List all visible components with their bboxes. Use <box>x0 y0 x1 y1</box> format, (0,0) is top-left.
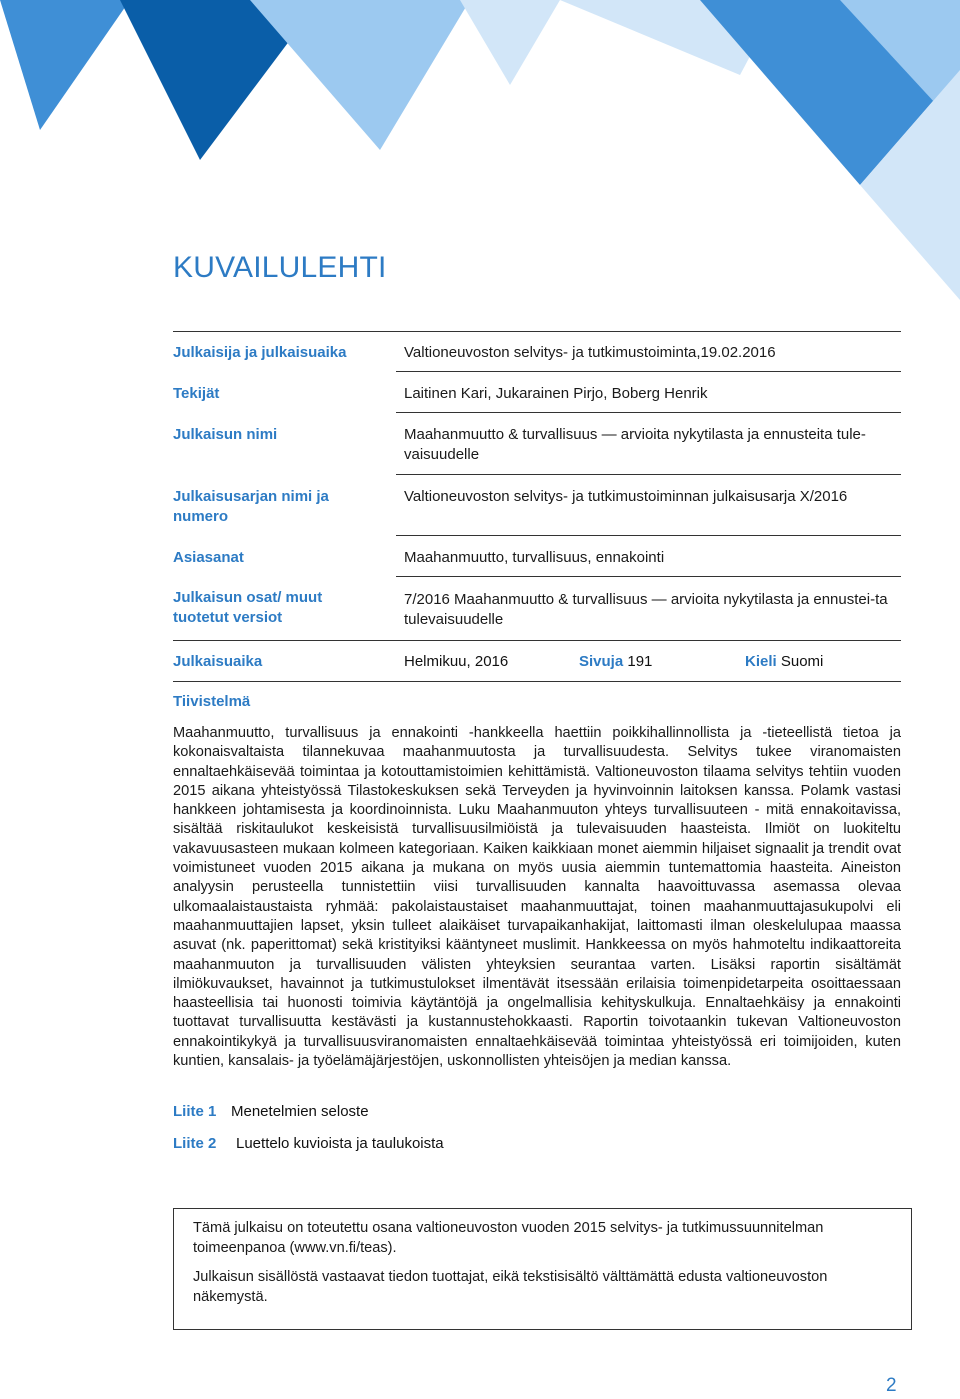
info-box <box>173 1208 912 1330</box>
field-value-authors: Laitinen Kari, Jukarainen Pirjo, Boberg Henrik <box>404 385 708 402</box>
header-decoration <box>0 0 960 300</box>
abstract-heading: Tiivistelmä <box>173 693 251 710</box>
field-label-publisher: Julkaisija ja julkaisuaika <box>173 344 347 361</box>
meta-date-label: Julkaisuaika <box>173 653 263 670</box>
info-paragraph: Tämä julkaisu on toteutettu osana valtioneuvoston vuoden 2015 selvitys- ja tutkimussuunnitelman toimeenpanoa (www.vn.fi/teas). <box>193 1220 824 1256</box>
field-value-series: Valtioneuvoston selvitys- ja tutkimustoiminnan julkaisusarja X/2016 <box>404 488 848 505</box>
meta-language: Kieli Suomi <box>745 653 824 670</box>
field-value-name: Maahanmuutto & turvallisuus — arvioita nykytilasta ja ennusteita tule-vaisuudelle <box>404 426 866 463</box>
table-rule <box>173 640 901 641</box>
field-label-keywords: Asiasanat <box>173 549 244 566</box>
attachment-item: Liite 2 Luettelo kuvioista ja taulukoista <box>173 1135 444 1152</box>
field-value-versions: 7/2016 Maahanmuutto & turvallisuus — arvioita nykytilasta ja ennustei-ta tulevaisuudelle <box>404 591 888 628</box>
table-rule <box>396 576 901 577</box>
info-paragraph: Julkaisun sisällöstä vastaavat tiedon tuottajat, eikä tekstisisältö välttämättä edusta valtioneuvoston näkemystä. <box>193 1269 828 1305</box>
field-value-publisher: Valtioneuvoston selvitys- ja tutkimustoiminta,19.02.2016 <box>404 344 776 361</box>
triangle-shape <box>460 0 560 85</box>
attachment-item: Liite 1 Menetelmien seloste <box>173 1103 369 1120</box>
page-number: 2 <box>886 1375 897 1396</box>
meta-date-value: Helmikuu, 2016 <box>404 653 509 670</box>
abstract-text: Maahanmuutto, turvallisuus ja ennakointi -hankkeella haettiin poikkihallinnollista ja -tieteellistä tietoa ja kokonaisvaltaista tilannekuvaa maahanmuutosta ja turvallisuudesta. Selvitys tukee viranomaisten ennaltaehkäisevää toimintaa ja kotouttamistoimien kehittämistä. Valtioneuvoston tilaama selvitys tehtiin vuoden 2015 aikana yhteistyössä Tilastokeskuksen sekä Terveyden ja hyvinvoinnin laitoksen kanssa. Polamk vastasi hankkeen johtamisesta ja koordinoinnista. Luku Maahanmuuton yhteys turvallisuuteen - mitä ennakoitavissa, sisältää riskitaulukot keskeisistä turvallisuusilmiöistä ja tulevaisuuden haasteista. Ilmiöt on luokiteltu vakavuusasteen mukaan kolmeen kategoriaan. Kaiken kaikkiaan monet aiemmin hiljaiset signaalit ja trendit ovat voimistuneet vuoden 2015 aikana ja mukana on myös uusia aiemmin tuntemattomia haasteita. Aineiston analyysin perusteella tunnistettiin viisi turvallisuuden kannalta haavoittuvassa asemassa olevaa ulkomaalaistaustaista ryhmää: pakolaistaustaiset maahanmuuttajat, toinen maahanmuuttajasukupolvi eli maahanmuuttajien lapset, yksin tulleet alaikäiset turvapaikanhakijat, laittomasti ilman oleskelulupaa maassa asuvat (nk. paperittomat) sekä kristityiksi kääntyneet muslimit. Hankkeessa on myös hahmoteltu indikaattoreita maahanmuuton ja turvallisuuden välisten yhteyksien seurantaa varten. Lisäksi raportin sisältämät ilmiökuvaukset, havainnot ja tutkimustulokset ilmentävät itsessään erilaisia toimenpidetarpeita osoittaessaan haasteellisia tai huonosti toimivia käytäntöjä ja ongelmallisia kehityskulkuja. Ennaltaehkäisy ja ennakointi tuottavat turvallisuutta kestävästi ja kustannustehokkaasti. Raportin toivotaankin tukevan Valtioneuvoston ennakointikykyä ja turvallisuusviranomaisten ennaltaehkäisevää toimintaa yhteistyössä eri toimijoiden, kuten kuntien, kansalais- ja työelämäjärjestöjen, uskonnollisten yhteisöjen ja median kanssa. <box>173 725 901 1070</box>
field-label-authors: Tekijät <box>173 385 220 402</box>
table-rule <box>396 371 901 372</box>
field-label-name: Julkaisun nimi <box>173 426 278 443</box>
table-rule <box>173 681 901 682</box>
page-title: KUVAILULEHTI <box>173 251 387 284</box>
meta-pages: Sivuja 191 <box>579 653 653 670</box>
table-rule <box>396 474 901 475</box>
table-rule <box>396 412 901 413</box>
field-value-keywords: Maahanmuutto, turvallisuus, ennakointi <box>404 549 665 566</box>
table-rule <box>396 535 901 536</box>
table-rule <box>173 331 901 332</box>
triangle-shape <box>250 0 470 150</box>
field-label-versions: Julkaisun osat/ muut tuotetut versiot <box>173 589 323 626</box>
triangle-shape <box>0 0 130 130</box>
field-label-series: Julkaisusarjan nimi ja numero <box>173 488 329 525</box>
